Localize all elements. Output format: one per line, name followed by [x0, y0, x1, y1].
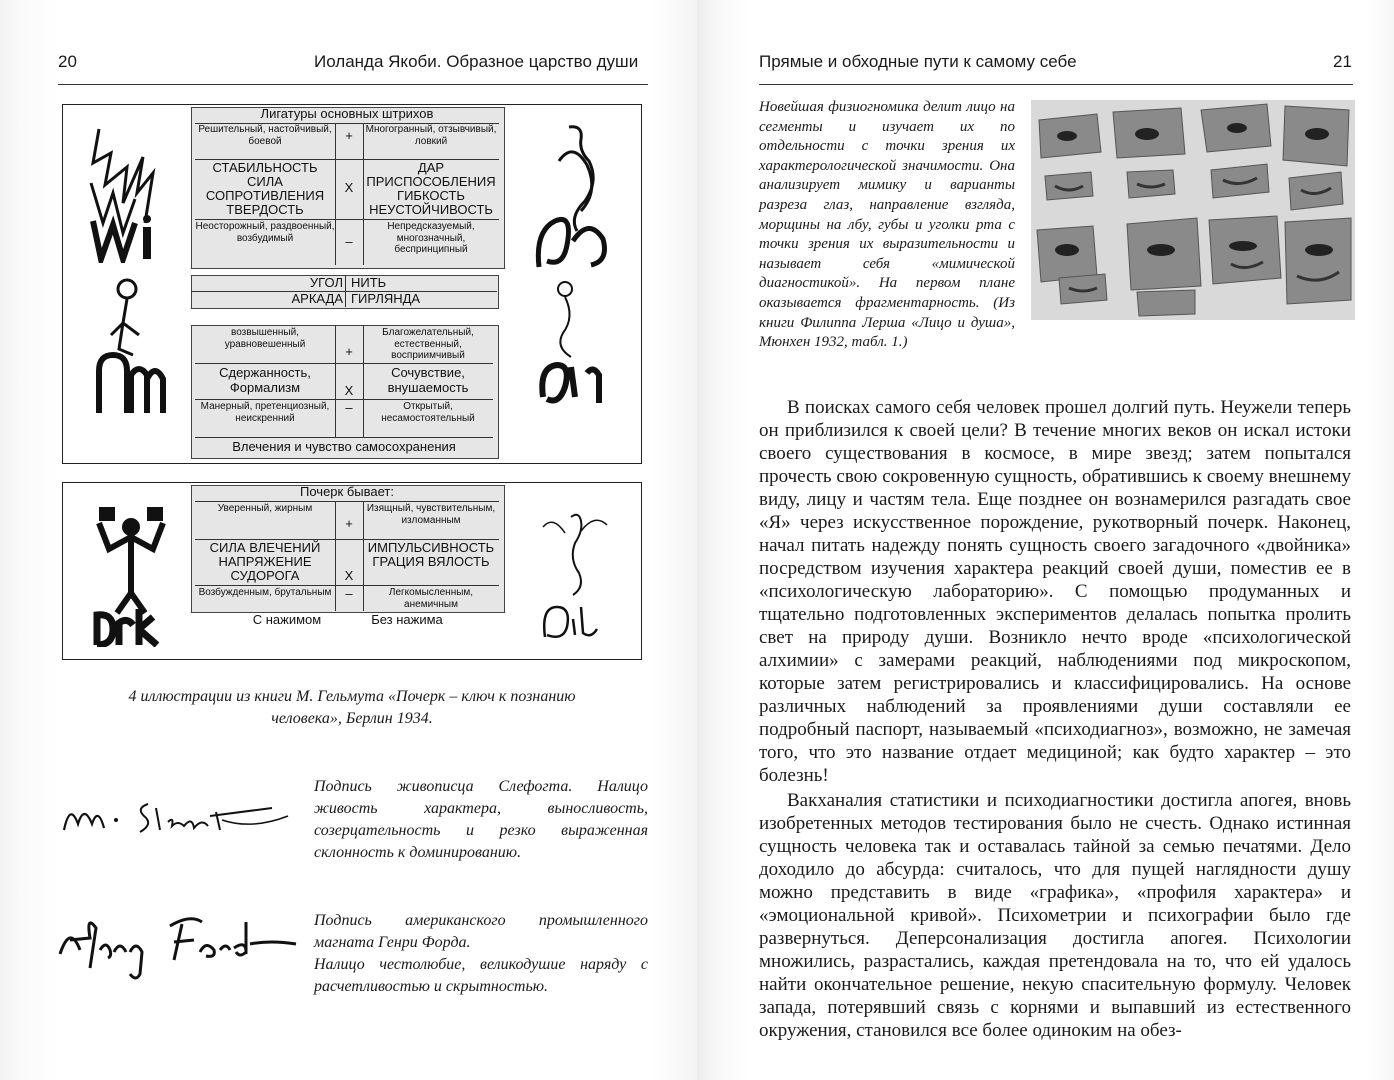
fig1-r3-sign: – [345, 234, 353, 249]
fig2-r2-right: ИМПУЛЬСИВНОСТЬ ГРАЦИЯ ВЯЛОСТЬ [367, 540, 495, 569]
fig2-title: Почерк бывает: [300, 484, 394, 499]
face-segments-photo [1031, 100, 1355, 320]
paragraph-2: Вакханалия статистики и психодиагностики достигла апогея, вновь изобретенных методов тестирования было не счесть. Однако истинная сущность человека так и оставалась тайной за семью печатями. Дело доходило до абсурда: считалось, что для пущей наглядности душу можно представить в виде «графика», «профиля характера» и «эмоциональной кривой». Психометрии и психографии было где развернуться. Деперсонализация достигла апогея. Психологии множились, разрастались, каждая претендовала на то, что ей удалось найти окончательное решение, некую спасительную формулу. Человек запада, потерявший связь с корнями и выпавший из естественного окружения, становился все более одиноким на обез- [759, 790, 1351, 1041]
thread-letters-illustration [529, 121, 615, 271]
slevogt-signature [52, 790, 292, 846]
fig1-r1-left: Решительный, настойчивый, боевой [198, 124, 332, 147]
handwriting-figure [62, 482, 642, 660]
fig1-m2-left: АРКАДА [291, 291, 343, 306]
fig1-r1-right: Многогранный, отзывчивый, ловкий [365, 124, 497, 147]
fig1-footer: Влечения и чувство самосохранения [232, 439, 456, 454]
running-head-left: Иоланда Якоби. Образное царство души [314, 52, 639, 71]
fig1-b2-left: Сдержанность, Формализм [219, 365, 311, 395]
fig2-bottom-right: Без нажима [371, 612, 443, 627]
right-page [697, 0, 1394, 1080]
fig1-b1-sign: + [345, 344, 353, 359]
angular-letters-illustration [83, 123, 169, 263]
fig2-bottom-left: С нажимом [252, 612, 322, 627]
fig1-m1-right: НИТЬ [351, 275, 387, 290]
page-number-right: 21 [1333, 52, 1352, 71]
fig1-r3-right: Непредсказуемый, многозначный, беспринципный [387, 221, 475, 255]
arcade-letters-illustration [89, 275, 169, 415]
pressure-letters-illustration [91, 497, 171, 647]
running-head-right: Прямые и обходные пути к самому себе [759, 52, 1077, 71]
fig2-r1-right: Изящный, чувствительным, изломанным [366, 503, 496, 526]
fig2-r2-left: СИЛА ВЛЕЧЕНИЙ НАПРЯЖЕНИЕ СУДОРОГА [209, 540, 321, 583]
ford-caption-b: Налицо честолюбие, великодушие наряду с расчетливостью и скрытностью. [314, 956, 648, 995]
main-text [759, 396, 1351, 1042]
fig2-r3-left: Возбужденным, брутальным [198, 587, 332, 598]
photo-caption: Новейшая физиогномика делит лицо на сегменты и изучает их по отдельности с точки зрения их характерологической значимости. Она анализирует мимику и варианты разреза глаз, направление взгляда, морщины на лбу, губы и уголки рта с точки зрения их выразительности и называет себя «мимической диагностикой». На первом плане оказывается фрагментарность. (Из книги Филиппа Лерша «Лицо и душа», Мюнхен 1932, табл. 1.) [759, 99, 1015, 351]
fig2-r1-sign: + [345, 516, 353, 531]
figure-caption: 4 иллюстрации из книги М. Гельмута «Почерк – ключ к познанию человека», Берлин 1934. [128, 688, 576, 727]
fig2-r2-sign: X [344, 568, 354, 583]
fig1-b1-right: Благожелательный, естественный, восприимчивый [382, 327, 474, 361]
fig1-m2-right: ГИРЛЯНДА [351, 291, 421, 306]
fig1-r2-right: ДАР ПРИСПОСОБЛЕНИЯ ГИБКОСТЬ НЕУСТОЙЧИВОСТЬ [366, 160, 496, 217]
ford-caption-a: Подпись американского промышленного магната Генри Форда. [314, 912, 648, 951]
fig2-r3-sign: – [345, 586, 353, 601]
fig1-r2-left: СТАБИЛЬНОСТЬ СИЛА СОПРОТИВЛЕНИЯ ТВЕРДОСТЬ [205, 160, 325, 217]
fig1-r1-sign: + [345, 128, 353, 143]
fig1-b3-sign: – [345, 400, 353, 415]
fig1-b3-left: Манерный, претенциозный, неискренний [200, 401, 330, 424]
fig1-b2-right: Сочувствие, внушаемость [387, 365, 469, 395]
fig1-b2-sign: X [344, 383, 354, 398]
ligatures-figure [62, 104, 642, 464]
header-rule-left [58, 84, 648, 85]
garland-letters-illustration [535, 277, 615, 407]
fig1-r2-sign: X [344, 180, 354, 195]
fig2-r1-left: Уверенный, жирным [217, 503, 313, 514]
slevogt-caption: Подпись живописца Слефогта. Налицо живость характера, выносливость, созерцательность и резко выраженная склонность к доминированию. [314, 778, 648, 861]
fig1-r3-left: Неосторожный, раздвоенный, возбудимый [195, 221, 335, 244]
ligatures-title: Лигатуры основных штрихов [260, 106, 434, 121]
fig1-b3-right: Открытый, несамостоятельный [381, 401, 475, 424]
header-rule-right [759, 84, 1353, 85]
light-letters-illustration [535, 503, 615, 643]
fig2-r3-right: Легкомысленным, анемичным [388, 587, 474, 610]
page-number-left: 20 [58, 52, 77, 71]
paragraph-1: В поисках самого себя человек прошел долгий путь. Неужели теперь он приблизился к своей цели? В течение многих веков он искал истоки своего существования в космосе, в мире звезд; затем попытался прочесть свою сокровенную сущность, обратившись к своему внешнему виду, лицу и частям тела. Еще позднее он вознамерился разгадать свое «Я» через искусственное порождение, рукотворный почерк. Наконец, начал питать надежду понять сущность своего загадочного «двойника» посредством изучения характера реакций своей души, поместив ее в «психологическую лабораторию». С помощью продуманных и тщательно подготовленных экспериментов делалась попытка пролить свет на природу души. Возникло нечто вроде «психологической алхимии» с замерами реакций, наблюдениями под микроскопом, которые затем регистрировались и классифицировались. На основе различных наблюдений за проявлениями души составляли ее подробный паспорт, называемый «психодиагноз», возможно, не замечая того, что это название отдает медициной; как будто характер – это болезнь! [759, 397, 1351, 786]
fig1-m1-left: УГОЛ [309, 275, 343, 290]
henry-ford-signature [50, 904, 300, 984]
fig1-b1-left: возвышенный, уравновешенный [224, 327, 306, 350]
